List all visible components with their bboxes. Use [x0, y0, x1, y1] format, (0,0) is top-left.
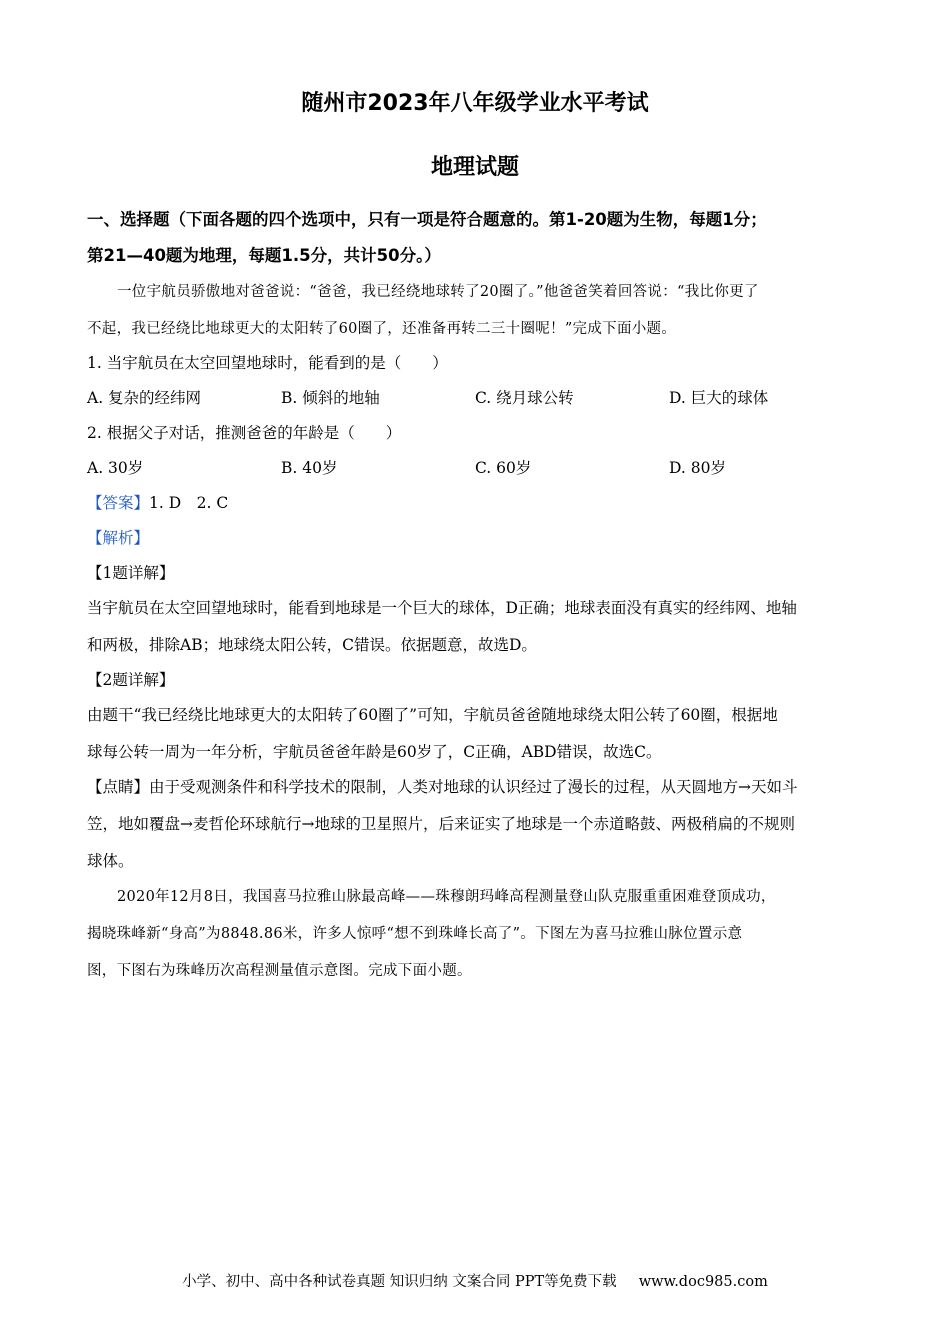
passage1-line1: 一位宇航员骄傲地对爸爸说：“爸爸，我已经绕地球转了20圈了。”他爸爸笑着回答说：“我比你更了 — [117, 284, 759, 300]
page-footer — [0, 1270, 950, 1291]
question1-stem: 1. 当宇航员在太空回望地球时，能看到的是（ ） — [87, 354, 448, 372]
passage1-line2: 不起，我已经绕比地球更大的太阳转了60圈了，还准备再转二三十圈呢！”完成下面小题。 — [87, 321, 677, 337]
q2-detail-heading: 【2题详解】 — [87, 671, 175, 689]
question2-option-c: C. 60岁 — [475, 459, 532, 477]
q1-detail-line1: 当宇航员在太空回望地球时，能看到地球是一个巨大的球体，D正确；地球表面没有真实的经纬网、地轴 — [87, 599, 797, 617]
answer-text: 1. D 2. C — [149, 494, 229, 512]
question2-option-a: A. 30岁 — [87, 459, 144, 477]
answer-line — [87, 491, 228, 513]
tip-line3: 球体。 — [87, 852, 134, 870]
passage2-line3: 图，下图右为珠峰历次高程测量值示意图。完成下面小题。 — [87, 963, 472, 979]
passage2-line1: 2020年12月8日，我国喜马拉雅山脉最高峰——珠穆朗玛峰高程测量登山队克服重重困难登顶成功， — [117, 889, 776, 905]
question2-option-b: B. 40岁 — [281, 459, 338, 477]
footer-link[interactable]: www.doc985.com — [638, 1274, 768, 1290]
footer-text: 小学、初中、高中各种试卷真题 知识归纳 文案合同 PPT等免费下载 — [182, 1274, 617, 1290]
exam-subtitle: 地理试题 — [430, 155, 519, 180]
tip-line1 — [87, 775, 798, 797]
exam-title: 随州市2023年八年级学业水平考试 — [301, 91, 649, 116]
tip-text-line1: 由于受观测条件和科学技术的限制，人类对地球的认识经过了漫长的过程，从天圆地方→天如斗 — [149, 778, 798, 796]
question1-option-c: C. 绕月球公转 — [475, 389, 574, 407]
answer-tag: 【答案】 — [87, 494, 150, 512]
tip-line2: 笠，地如覆盘→麦哲伦环球航行→地球的卫星照片，后来证实了地球是一个赤道略鼓、两极稍扁的不规则 — [87, 815, 795, 833]
q1-detail-heading: 【1题详解】 — [87, 564, 175, 582]
question2-stem: 2. 根据父子对话，推测爸爸的年龄是（ ） — [87, 424, 402, 442]
analysis-tag: 【解析】 — [87, 529, 150, 547]
question1-option-a: A. 复杂的经纬网 — [87, 389, 202, 407]
section-heading-line1: 一、选择题（下面各题的四个选项中，只有一项是符合题意的。第1-20题为生物，每题1分； — [87, 210, 767, 229]
question1-option-d: D. 巨大的球体 — [669, 389, 769, 407]
q2-detail-line1: 由题干“我已经绕比地球更大的太阳转了60圈了”可知，宇航员爸爸随地球绕太阳公转了60圈，根据地 — [87, 706, 778, 724]
question2-option-d: D. 80岁 — [669, 459, 726, 477]
q1-detail-line2: 和两极，排除AB；地球绕太阳公转，C错误。依据题意，故选D。 — [87, 636, 537, 654]
passage2-line2: 揭晓珠峰新“身高”为8848.86米，许多人惊呼“想不到珠峰长高了”。下图左为喜马拉雅山脉位置示意 — [87, 926, 743, 942]
question1-option-b: B. 倾斜的地轴 — [281, 389, 380, 407]
tip-tag: 【点睛】 — [87, 778, 150, 796]
section-heading-line2: 第21—40题为地理，每题1.5分，共计50分。） — [87, 246, 441, 265]
q2-detail-line2: 球每公转一周为一年分析，宇航员爸爸年龄是60岁了，C正确，ABD错误，故选C。 — [87, 743, 662, 761]
